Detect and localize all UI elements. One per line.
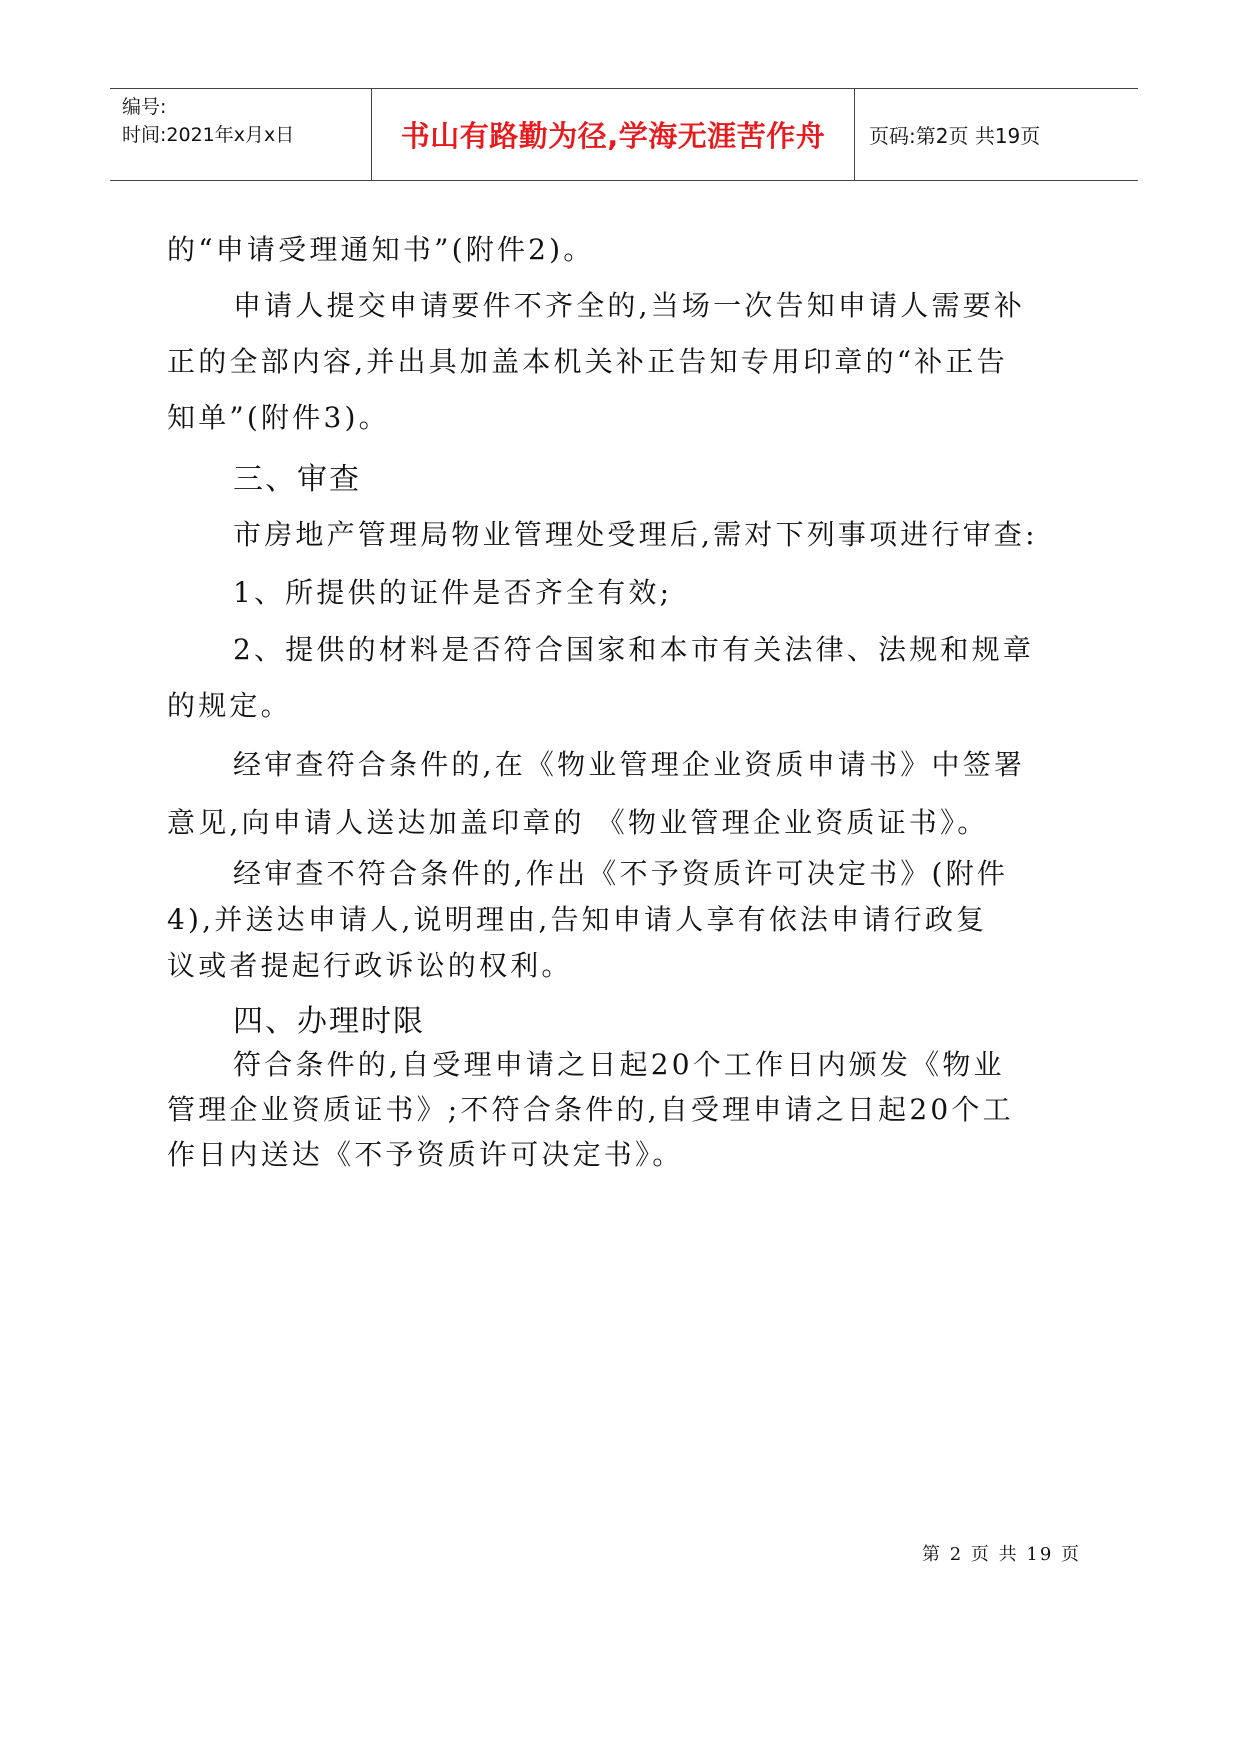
body-line: 4),并送达申请人,说明理由,告知申请人享有依法申请行政复 <box>167 903 988 936</box>
body-line: 议或者提起行政诉讼的权利。 <box>167 949 573 982</box>
number-label: 编号: <box>122 96 167 118</box>
body-line: 作日内送达《不予资质许可决定书》。 <box>167 1138 684 1171</box>
header-meta <box>110 89 371 180</box>
body-line: 意见,向申请人送达加盖印章的 《物业管理企业资质证书》。 <box>167 806 989 839</box>
section-heading-review: 三、审查 <box>233 462 361 497</box>
body-line: 市房地产管理局物业管理处受理后,需对下列事项进行审查: <box>233 518 1038 551</box>
body-line: 经审查符合条件的,在《物业管理企业资质申请书》中签署 <box>233 748 1026 781</box>
body-line: 的“申请受理通知书”(附件2)。 <box>167 233 595 266</box>
body-line: 的规定。 <box>167 689 292 722</box>
header-motto <box>371 89 855 180</box>
body-line: 符合条件的,自受理申请之日起20个工作日内颁发《物业 <box>233 1048 1005 1081</box>
body-line: 1、所提供的证件是否齐全有效; <box>233 576 673 609</box>
time-label: 时间:2021年x月x日 <box>122 124 295 146</box>
page-footer: 第 2 页 共 19 页 <box>922 1544 1081 1565</box>
motto-text: 书山有路勤为径,学海无涯苦作舟 <box>400 119 826 153</box>
body-line: 2、提供的材料是否符合国家和本市有关法律、法规和规章 <box>233 633 1035 666</box>
header-page-code <box>855 89 1138 180</box>
body-line: 申请人提交申请要件不齐全的,当场一次告知申请人需要补 <box>233 289 1026 322</box>
page-code-text: 页码:第2页 共19页 <box>869 124 1041 148</box>
body-line: 经审查不符合条件的,作出《不予资质许可决定书》(附件 <box>233 857 1009 890</box>
page-header <box>110 88 1138 181</box>
body-line: 管理企业资质证书》;不符合条件的,自受理申请之日起20个工 <box>167 1093 1014 1126</box>
body-line: 知单”(附件3)。 <box>167 401 390 434</box>
section-heading-time-limit: 四、办理时限 <box>233 1004 425 1039</box>
body-line: 正的全部内容,并出具加盖本机关补正告知专用印章的“补正告 <box>167 345 1008 378</box>
